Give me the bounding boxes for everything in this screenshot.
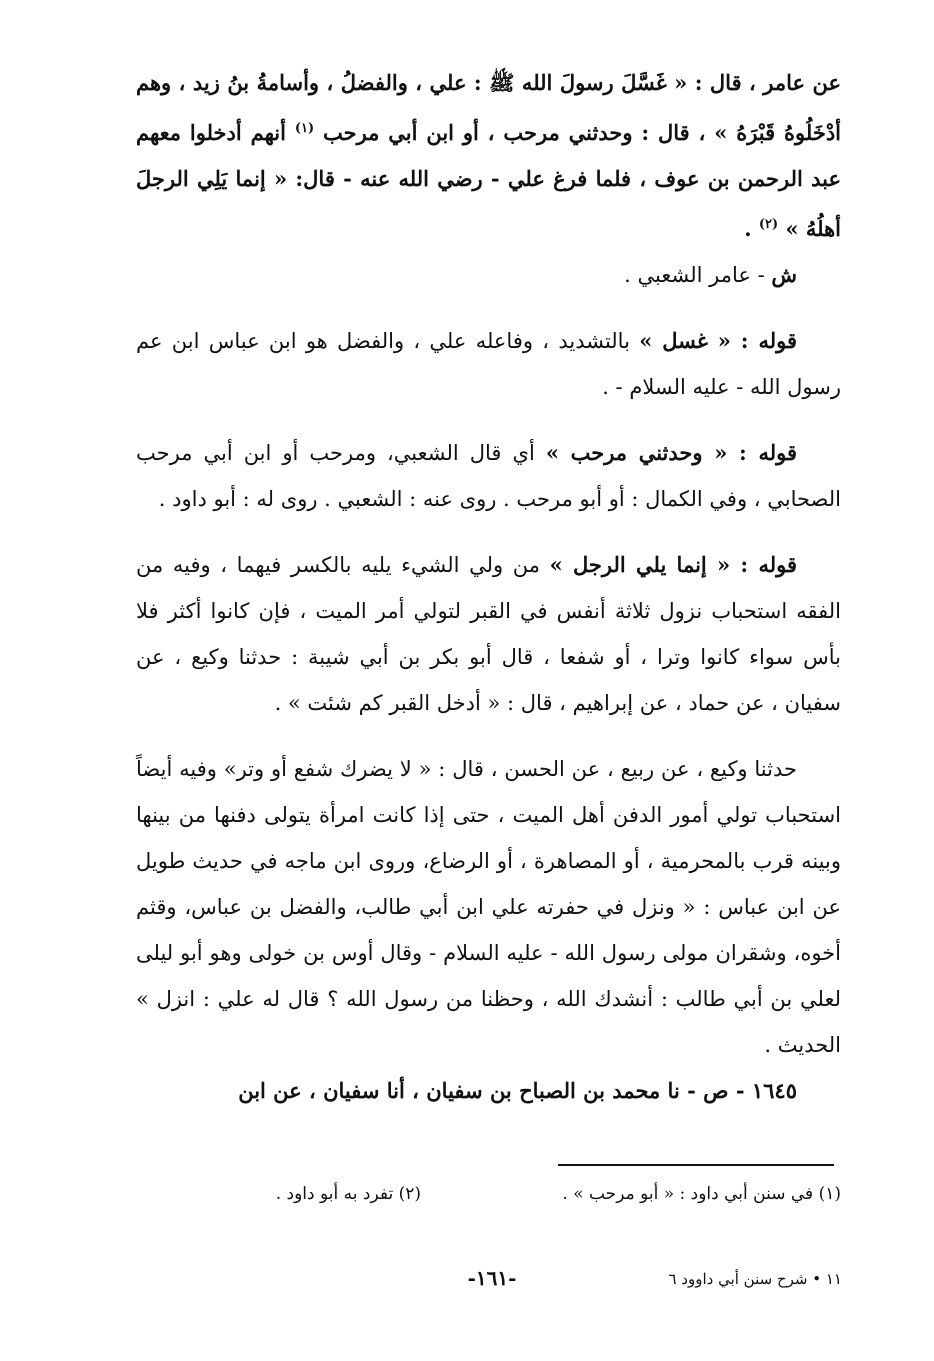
footnote-1: (١) في سنن أبي داود : « أبو مرحب » . <box>562 1184 841 1204</box>
next-hadith-line <box>136 1068 841 1114</box>
hadith-text <box>136 60 841 252</box>
sharh-intro <box>136 252 841 298</box>
page-number: -١٦١- <box>467 1266 517 1290</box>
hadith-line-1: عن عامر ، قال : « غَسَّلَ رسولَ الله ﷺ : علي ، والفضلُ ، وأسامةُ بنُ زيد ، <box>178 70 841 95</box>
commentary-text-4: حدثنا وكيع ، عن ربيع ، عن الحسن ، قال : « لا يضرك شفع أو وتر» وفيه أيضاً استحباب تولي أمور الدفن أهل الميت ، حتى إذا كانت امرأة يتولى دفنها من بينها وبينه قرب بالمحرمية ، أو المصاهرة ، أو الرضاع، وروى ابن ماجه في حديث طويل عن ابن عباس : « ونزل في حفرته علي ابن أبي طالب، والفضل بن عباس، وقثم أخوه، وشقران مولى رسول الله - عليه السلام - وقال أوس بن خولى وهو أبو ليلى لعلي بن أبي طالب : أنشدك الله ، وحظنا من رسول الله ؟ قال له علي : انزل » الحديث . <box>136 757 841 1057</box>
hadith-line-4: أدخلوا معهم عبد الرحمن بن عوف ، فلما فرغ علي - رضي الله عنه - قال: <box>136 120 841 191</box>
footnote-ref-1: (١) <box>294 121 315 136</box>
commentary-paragraph-4 <box>136 746 841 1068</box>
commentary-paragraph-2 <box>136 430 841 522</box>
footnote-divider <box>558 1164 834 1166</box>
printer-signature: ١١ • شرح سنن أبي داوود ٦ <box>668 1270 842 1288</box>
commentary-lead-3: قوله : « إنما يلي الرجل » <box>549 552 797 577</box>
sharh-intro-text: - عامر الشعبي . <box>624 263 772 287</box>
sharh-label: ش <box>771 262 797 287</box>
main-text <box>136 60 841 1114</box>
next-hadith-text: ١٦٤٥ - ص - نا محمد بن الصباح بن سفيان ، أنا سفيان ، عن ابن <box>238 1078 797 1103</box>
hadith-line-6: . <box>744 216 752 241</box>
commentary-paragraph-1 <box>136 318 841 410</box>
footnote-2: (٢) تفرد به أبو داود . <box>275 1184 421 1204</box>
hadith-line-5: « إنما يَلِي الرجلَ أهلُهُ » <box>136 166 841 241</box>
hadith-line-2: وهم أدْخَلُوهُ قَبْرَهُ » ، قال : وحدثني مرحب ، أو ابن أبي مرحب <box>136 70 842 145</box>
commentary-lead-1: قوله : « غسل » <box>639 328 797 353</box>
commentary-text-2: أي قال الشعبي، ومرحب أو ابن أبي مرحب الصحابي ، وفي الكمال : أو أبو مرحب . روى عنه : الشعبي . روى له : أبو داود . <box>136 441 841 511</box>
commentary-paragraph-3 <box>136 542 841 726</box>
hadith-line-3: أنهم <box>250 120 286 145</box>
commentary-text-1: بالتشديد ، وفاعله علي ، والفضل هو ابن عباس ابن عم رسول الله - عليه السلام - . <box>136 329 841 399</box>
commentary-text-3: من ولي الشيء يليه بالكسر فيهما ، وفيه من الفقه استحباب نزول ثلاثة أنفس في القبر لتولي أمر الميت ، فإن كانوا أكثر فلا بأس سواء كانوا وترا ، أو شفعا ، قال أبو بكر بن أبي شيبة : حدثنا وكيع ، عن سفيان ، عن حماد ، عن إبراهيم ، قال : « أدخل القبر كم شئت » . <box>136 553 841 715</box>
commentary-lead-2: قوله : « وحدثني مرحب » <box>545 440 797 465</box>
footnotes <box>136 1184 841 1218</box>
footnote-ref-2: (٢) <box>758 217 779 232</box>
